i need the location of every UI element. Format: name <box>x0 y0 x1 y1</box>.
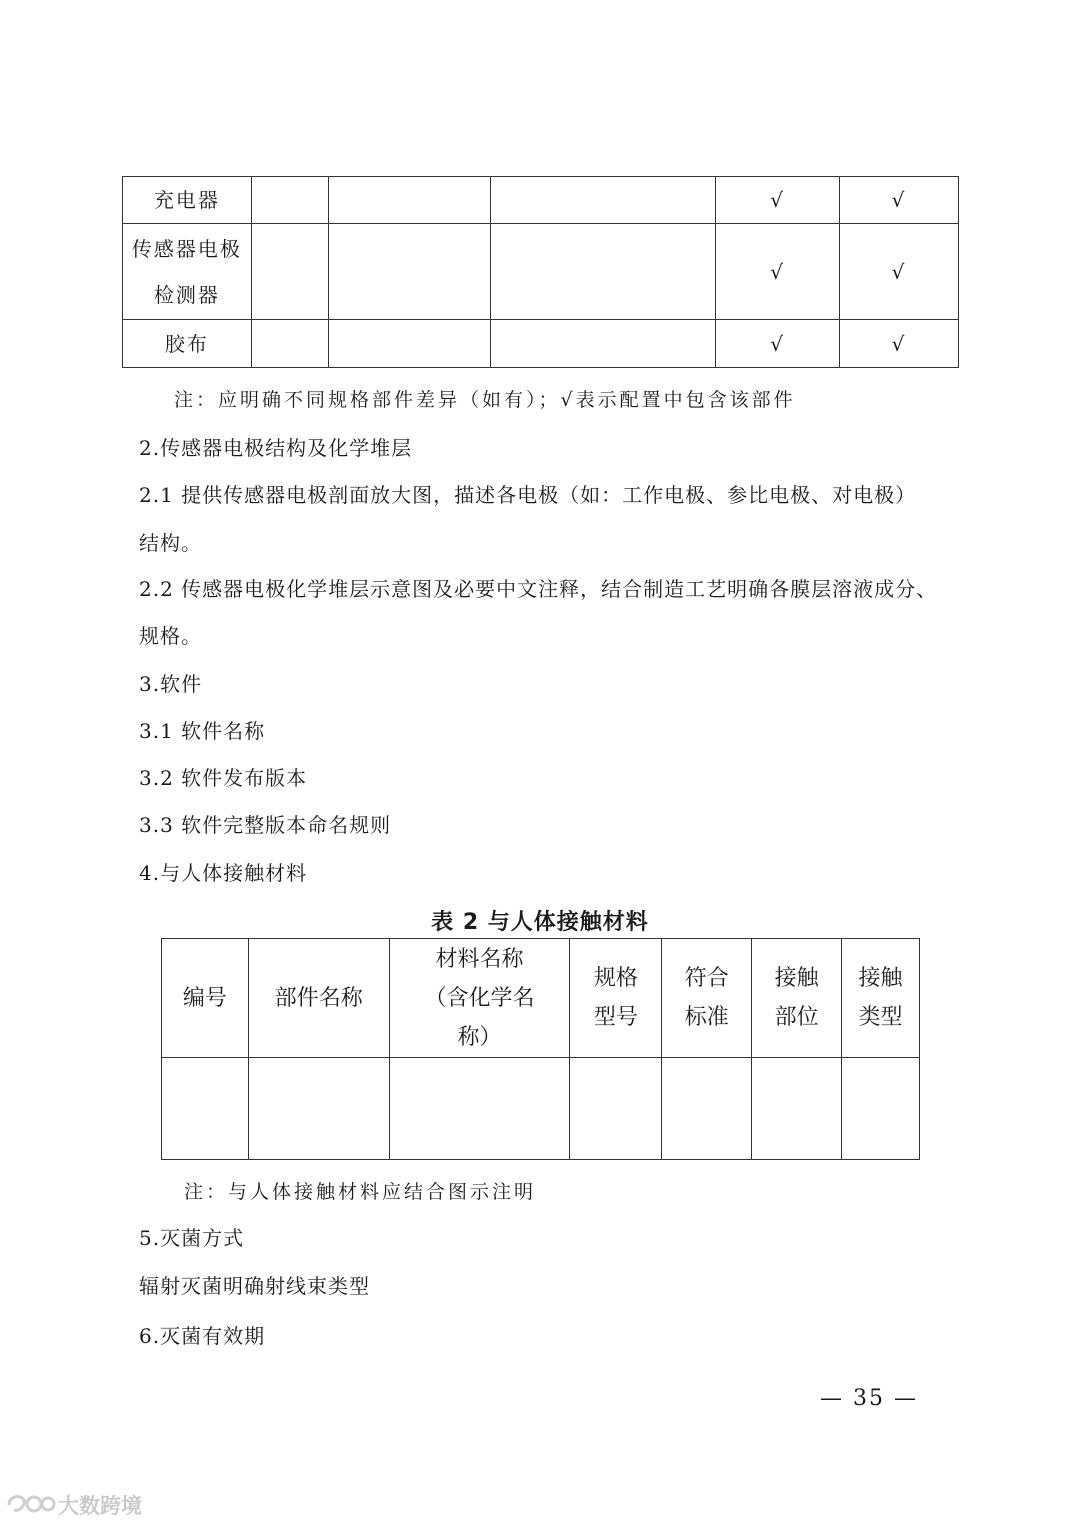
table-cell <box>842 1058 920 1160</box>
table-cell <box>251 320 328 368</box>
header-cell <box>842 939 920 1058</box>
header-line: 接触 <box>774 966 819 991</box>
paragraph-3-2: 3.2 软件发布版本 <box>139 766 308 790</box>
table-cell <box>328 177 490 224</box>
header-line: 部件名称 <box>274 985 363 1011</box>
section5-heading: 5.灭菌方式 <box>139 1226 245 1250</box>
header-line: 材料名称 <box>435 946 524 972</box>
table-row <box>123 177 959 224</box>
table-cell <box>251 224 328 320</box>
paragraph-2-1: 2.1 提供传感器电极剖面放大图，描述各电极（如：工作电极、参比电极、对电极） <box>139 483 917 507</box>
table-cell <box>570 1058 662 1160</box>
header-line: 编号 <box>182 985 227 1011</box>
check-mark: √ <box>840 320 959 368</box>
header-line: 类型 <box>858 1005 903 1030</box>
paragraph-2-1-cont: 结构。 <box>139 531 202 555</box>
header-cell <box>662 939 752 1058</box>
section6-heading: 6.灭菌有效期 <box>139 1324 266 1348</box>
section4-heading: 4.与人体接触材料 <box>139 861 308 885</box>
header-line: 标准 <box>684 1005 729 1030</box>
header-cell <box>389 939 570 1058</box>
table-row <box>123 320 959 368</box>
paragraph-3-1: 3.1 软件名称 <box>139 719 266 743</box>
watermark-text: 大数跨境 <box>58 1494 142 1518</box>
table-header-row <box>162 939 920 1058</box>
check-mark: √ <box>840 224 959 320</box>
component-name: 充电器 <box>123 177 252 224</box>
contact-materials-table <box>161 938 920 1160</box>
section3-heading: 3.软件 <box>139 672 203 696</box>
header-line: （含化学名 <box>424 985 535 1011</box>
header-cell <box>570 939 662 1058</box>
table-cell <box>490 177 716 224</box>
check-mark: √ <box>716 224 840 320</box>
table-cell <box>162 1058 249 1160</box>
header-line: 型号 <box>593 1005 638 1030</box>
table2-title: 表 2 与人体接触材料 <box>431 910 649 935</box>
table1-note: 注：应明确不同规格部件差异（如有）；√表示配置中包含该部件 <box>174 389 796 411</box>
table2-note: 注：与人体接触材料应结合图示注明 <box>184 1181 537 1203</box>
table-cell <box>248 1058 389 1160</box>
header-cell <box>162 939 249 1058</box>
paragraph-3-3: 3.3 软件完整版本命名规则 <box>139 813 392 837</box>
check-mark: √ <box>840 177 959 224</box>
component-name <box>123 224 252 320</box>
table-row <box>162 1058 920 1160</box>
section2-heading: 2.传感器电极结构及化学堆层 <box>139 436 413 460</box>
header-line: 规格 <box>593 966 638 991</box>
header-line: 符合 <box>684 966 729 991</box>
table-cell <box>328 224 490 320</box>
check-mark: √ <box>716 320 840 368</box>
component-name-line: 检测器 <box>153 282 220 307</box>
check-mark: √ <box>716 177 840 224</box>
page-number: — 35 — <box>820 1386 918 1411</box>
table-cell <box>251 177 328 224</box>
paragraph-2-2-cont: 规格。 <box>139 624 202 648</box>
table-cell <box>490 224 716 320</box>
header-line: 接触 <box>858 966 903 991</box>
table-cell <box>662 1058 752 1160</box>
table-cell <box>389 1058 570 1160</box>
paragraph-5: 辐射灭菌明确射线束类型 <box>139 1274 370 1298</box>
table-cell <box>490 320 716 368</box>
table-cell <box>328 320 490 368</box>
header-cell <box>752 939 842 1058</box>
header-line: 部位 <box>774 1005 819 1030</box>
header-line: 称） <box>457 1024 502 1050</box>
components-table <box>122 176 959 368</box>
watermark <box>6 1490 142 1520</box>
header-cell <box>248 939 389 1058</box>
table-row <box>123 224 959 320</box>
watermark-logo-icon <box>6 1492 56 1518</box>
paragraph-2-2: 2.2 传感器电极化学堆层示意图及必要中文注释，结合制造工艺明确各膜层溶液成分、 <box>139 577 938 601</box>
component-name-line: 传感器电极 <box>131 236 242 261</box>
table-cell <box>752 1058 842 1160</box>
component-name: 胶布 <box>123 320 252 368</box>
